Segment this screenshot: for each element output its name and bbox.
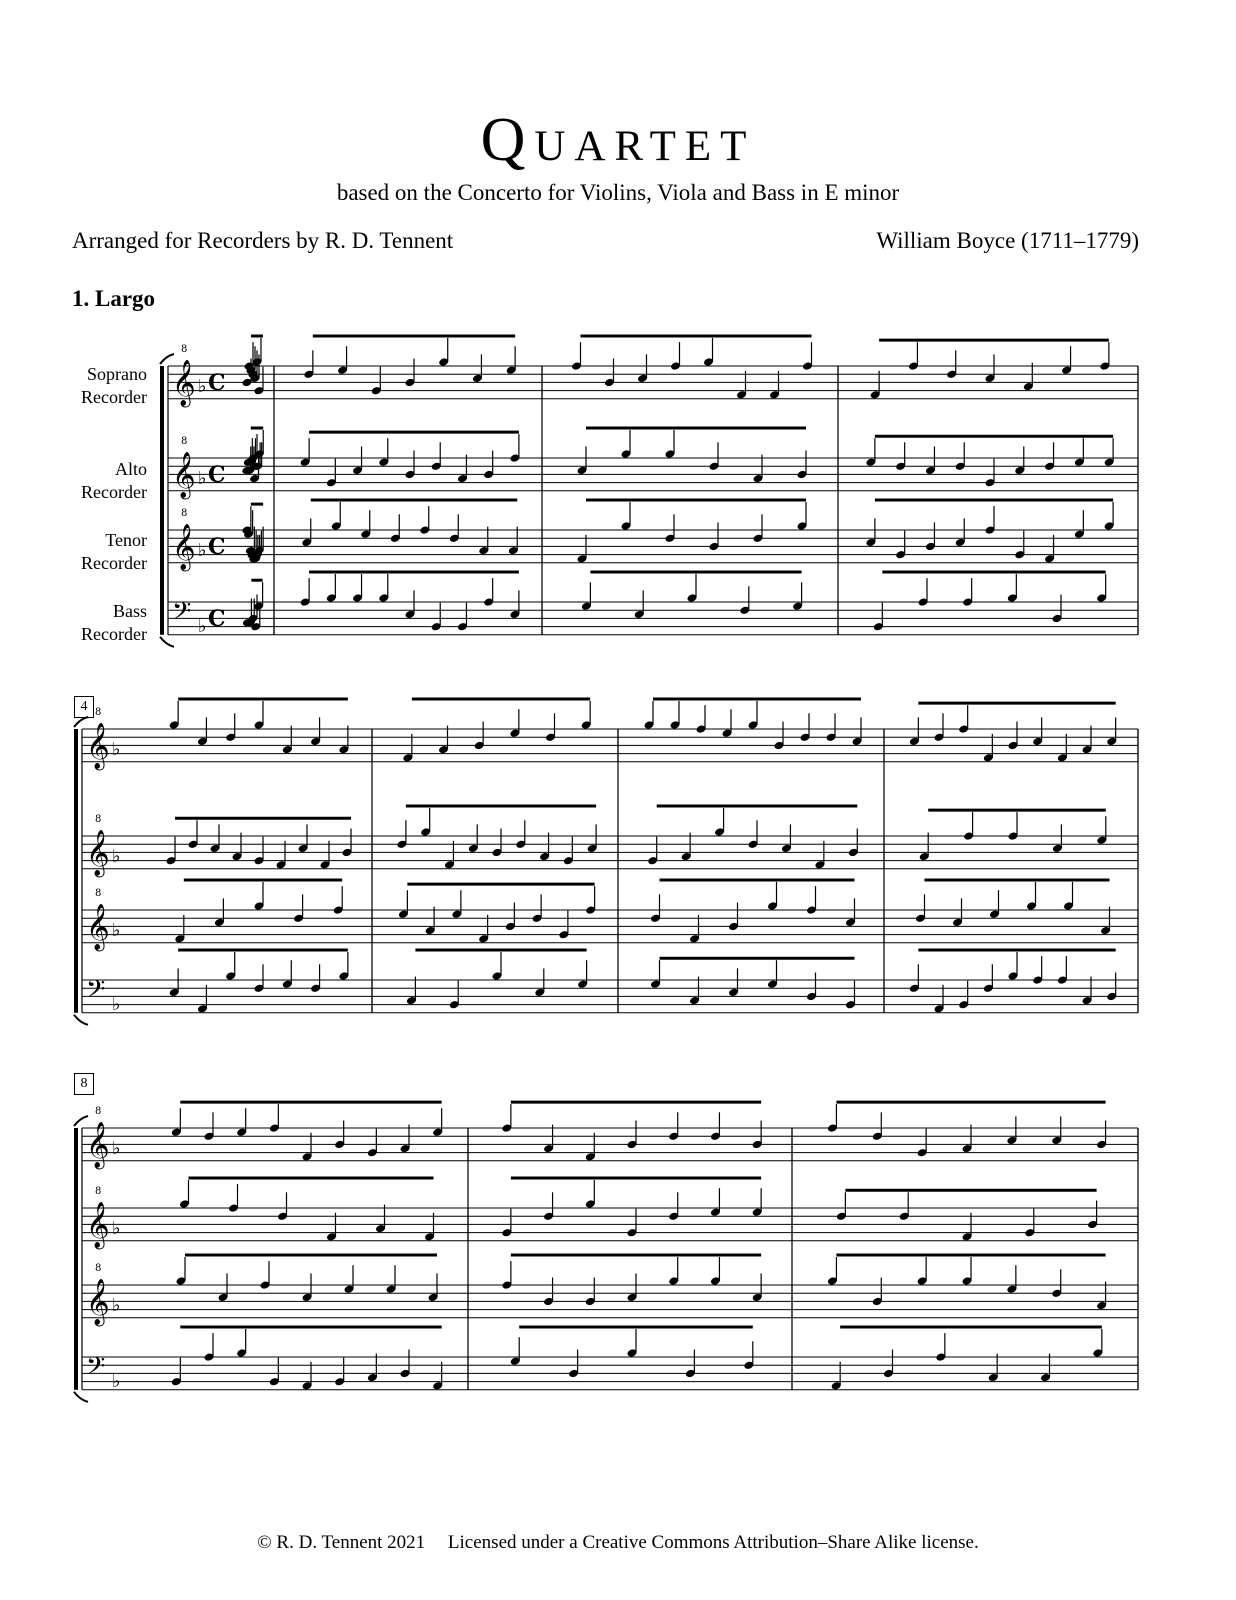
bracket-hook xyxy=(74,1015,88,1025)
instrument-type: Recorder xyxy=(81,387,147,407)
instrument-type: Recorder xyxy=(81,553,147,573)
treble-clef: 𝄞 xyxy=(172,524,196,570)
treble-clef: 𝄞 xyxy=(86,1279,110,1325)
bass-clef: 𝄢 xyxy=(86,975,106,1010)
octave-mark: 8 xyxy=(95,1263,102,1274)
key-signature-flat: ♭ xyxy=(198,616,207,637)
octave-mark: 8 xyxy=(95,707,102,718)
key-signature-flat: ♭ xyxy=(112,1371,121,1392)
score-title: Quartet xyxy=(480,106,756,174)
instrument-name: Soprano xyxy=(87,364,147,384)
octave-mark: 8 xyxy=(95,1186,102,1197)
octave-mark: 8 xyxy=(181,344,188,355)
measure-number-box: 8 xyxy=(74,1073,94,1095)
key-signature-flat: ♭ xyxy=(112,1138,121,1159)
composer-credit: William Boyce (1711–1779) xyxy=(876,228,1139,253)
movement-heading: 1. Largo xyxy=(72,286,156,311)
bracket-hook xyxy=(74,1392,88,1402)
instrument-name: Bass xyxy=(112,601,147,621)
time-signature: C xyxy=(208,370,226,396)
page-footer xyxy=(0,1532,1236,1554)
instrument-type: Recorder xyxy=(81,482,147,502)
octave-mark: 8 xyxy=(95,888,102,899)
octave-mark: 8 xyxy=(95,814,102,825)
key-signature-flat: ♭ xyxy=(112,1218,121,1239)
octave-mark: 8 xyxy=(181,436,188,447)
bass-clef: 𝄢 xyxy=(172,597,192,632)
treble-clef: 𝄞 xyxy=(86,830,110,876)
treble-clef: 𝄞 xyxy=(86,1202,110,1248)
treble-clef: 𝄞 xyxy=(86,904,110,950)
treble-clef: 𝄞 xyxy=(172,360,196,406)
instrument-type: Recorder xyxy=(81,624,147,644)
key-signature-flat: ♭ xyxy=(112,1295,121,1316)
measure-number-box: 4 xyxy=(74,696,94,718)
treble-clef: 𝄞 xyxy=(86,723,110,769)
treble-clef: 𝄞 xyxy=(172,452,196,498)
octave-mark: 8 xyxy=(181,508,188,519)
time-signature: C xyxy=(208,606,226,632)
time-signature: C xyxy=(208,534,226,560)
key-signature-flat: ♭ xyxy=(112,920,121,941)
key-signature-flat: ♭ xyxy=(198,540,207,561)
copyright-notice: © R. D. Tennent 2021 xyxy=(257,1532,426,1553)
instrument-name: Tenor xyxy=(105,530,147,550)
octave-mark: 8 xyxy=(95,1106,102,1117)
treble-clef: 𝄞 xyxy=(86,1122,110,1168)
instrument-name: Alto xyxy=(114,459,147,479)
key-signature-flat: ♭ xyxy=(198,376,207,397)
bracket-hook xyxy=(160,637,174,647)
arranger-credit: Arranged for Recorders by R. D. Tennent xyxy=(72,228,454,253)
bass-clef: 𝄢 xyxy=(86,1352,106,1387)
key-signature-flat: ♭ xyxy=(112,739,121,760)
key-signature-flat: ♭ xyxy=(198,468,207,489)
key-signature-flat: ♭ xyxy=(112,994,121,1015)
score-subtitle: based on the Concerto for Violins, Viola and Bass in E minor xyxy=(336,180,900,205)
time-signature: C xyxy=(208,462,226,488)
license-notice: Licensed under a Creative Commons Attribution–Share Alike license. xyxy=(447,1532,979,1553)
key-signature-flat: ♭ xyxy=(112,846,121,867)
